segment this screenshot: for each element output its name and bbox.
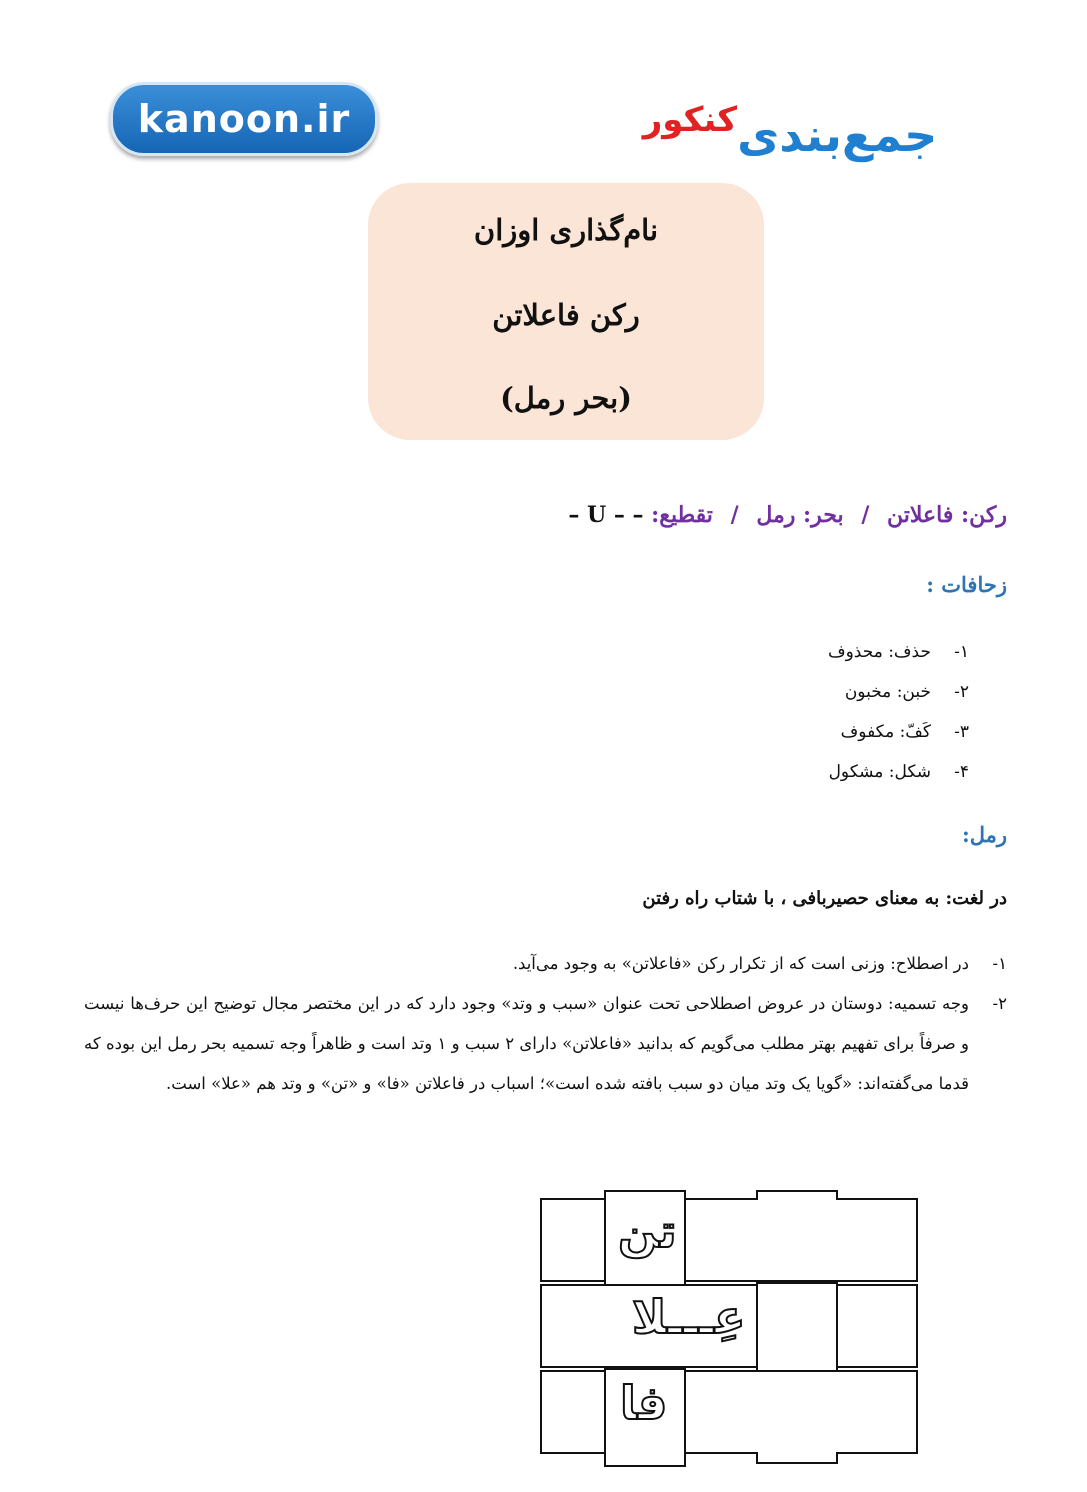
taqti-label: تقطیع: <box>651 502 713 528</box>
title-line-3: (بحر رمل) <box>500 381 632 415</box>
logo-jamebandi-text: جمع‌بندی <box>737 108 938 162</box>
weave-strip-horizontal <box>540 1198 918 1282</box>
zehafat-heading: زحافات : <box>926 572 1007 597</box>
lughat-line: در لغت: به معنای حصیربافی ، با شتاب راه رفتن <box>642 888 1007 909</box>
title-line-2: رکن فاعلاتن <box>492 298 640 332</box>
weave-strip-horizontal <box>540 1370 918 1454</box>
zehafat-list <box>569 632 969 792</box>
list-item: ۳- کَفّ: مکفوف <box>840 722 969 742</box>
logo-konkur-text: کنکور <box>642 100 738 140</box>
bahr-label: بحر: رمل <box>756 502 844 528</box>
paragraph-text: در اصطلاح: وزنی است که از تکرار رکن «فاعلاتن» به وجود می‌آید. <box>512 954 969 973</box>
weave-diagram <box>540 1190 916 1465</box>
weave-strip-vertical <box>756 1190 838 1200</box>
glyph-fa: فا <box>620 1376 668 1430</box>
title-line-1: نام‌گذاری اوزان <box>473 213 659 247</box>
paragraph-text: وجه تسمیه: دوستان در عروض اصطلاحی تحت عنوان «سبب و وتد» وجود دارد که در این مختصر مجال توضیح این حرف‌ها نیست و صرفاً برای تفهیم بهتر مطلب می‌گویم که بدانید «فاعلاتن» دارای ۲ سبب و ۱ وتد است و ظاهراً وجه تسمیه بحر رمل این بوده که قدما می‌گفته‌اند: «گویا یک وتد میان دو سبب بافته شده است»؛ اسباب در فاعلاتن «فا» و «تن» و وتد هم «علا» است. <box>84 994 969 1093</box>
list-item: ۴- شکل: مشکول <box>828 762 969 782</box>
item-number: ۱- <box>992 954 1007 973</box>
separator: / <box>730 502 739 528</box>
title-box <box>368 183 764 440</box>
paragraph-2 <box>84 984 1007 1104</box>
ramal-heading: رمل: <box>961 822 1007 847</box>
list-item: ۱- حذف: محذوف <box>827 642 969 662</box>
list-item: ۲- خبن: مخبون <box>844 682 969 702</box>
jamebandi-konkur-logo <box>620 82 960 162</box>
rokn-line <box>568 502 1007 528</box>
weave-strip-vertical <box>756 1452 838 1464</box>
glyph-tan: تن <box>618 1204 677 1258</box>
rokn-label: رکن: فاعلاتن <box>887 502 1007 528</box>
item-number: ۲- <box>992 994 1007 1013</box>
kanoon-logo: kanoon.ir <box>110 82 378 156</box>
paragraph-1 <box>84 944 1007 984</box>
glyph-ela: عِـــلا <box>632 1290 746 1344</box>
weave-strip-vertical <box>756 1282 838 1372</box>
separator: / <box>861 502 870 528</box>
taqti-value: – U – – <box>568 502 644 528</box>
